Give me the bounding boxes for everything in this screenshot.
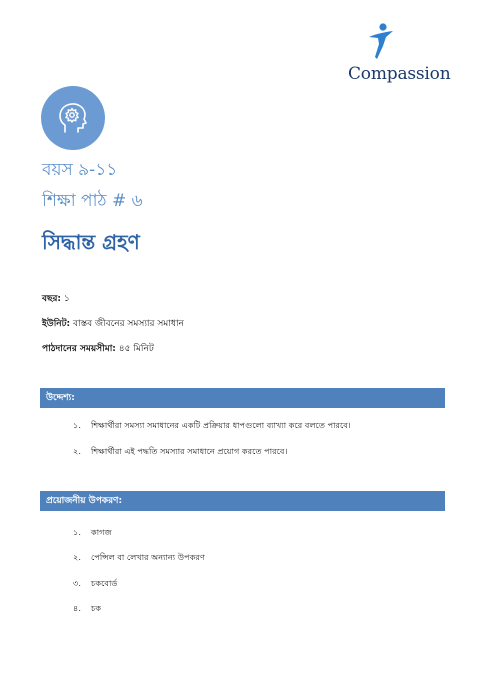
unit-label: ইউনিট: — [42, 319, 71, 329]
objective-number: ২. — [73, 446, 81, 456]
meta-unit — [42, 316, 184, 331]
material-number: ১. — [73, 527, 81, 537]
lesson-number: শিক্ষা পাঠ # ৬ — [42, 191, 143, 211]
material-text: চকবোর্ড — [91, 578, 118, 588]
compassion-logo — [346, 22, 451, 92]
material-text: পেন্সিল বা লেখার অন্যান্য উপকরণ — [91, 552, 205, 562]
material-item — [73, 603, 101, 616]
meta-year — [42, 291, 70, 306]
objective-text: শিক্ষার্থীরা এই পদ্ধতি সমস্যার সমাধানে প্রয়োগ করতে পারবে। — [91, 446, 288, 456]
material-number: ৩. — [73, 578, 81, 588]
meta-duration — [42, 341, 154, 356]
lesson-badge — [41, 86, 105, 150]
compassion-figure-icon — [366, 22, 396, 62]
material-text: কাগজ — [91, 527, 112, 537]
unit-value: বাস্তব জীবনের সমস্যার সমাধান — [73, 319, 184, 329]
material-item — [73, 578, 117, 591]
duration-label: পাঠদানের সময়সীমা: — [42, 344, 116, 354]
logo-text: Compassion — [348, 64, 451, 84]
material-number: ৪. — [73, 603, 81, 613]
page-title: সিদ্ধান্ত গ্রহণ — [42, 230, 140, 254]
objectives-heading: উদ্দেশ্য: — [40, 388, 445, 408]
objective-item — [73, 420, 351, 433]
materials-heading: প্রয়োজনীয় উপকরণ: — [40, 491, 445, 511]
duration-value: ৪৫ মিনিট — [118, 344, 154, 354]
objective-number: ১. — [73, 420, 81, 430]
objective-text: শিক্ষার্থীরা সমস্যা সমাধানের একটি প্রক্রিয়ার ধাপগুলো ব্যাখ্যা করে বলতে পারবে। — [91, 420, 351, 430]
material-item — [73, 527, 112, 540]
year-value: ১ — [63, 294, 70, 304]
material-text: চক — [91, 603, 102, 613]
head-gear-icon — [53, 98, 93, 138]
material-item — [73, 552, 205, 565]
year-label: বছর: — [42, 294, 62, 304]
material-number: ২. — [73, 552, 81, 562]
objective-item — [73, 446, 287, 459]
age-range: বয়স ৯-১১ — [42, 160, 118, 180]
